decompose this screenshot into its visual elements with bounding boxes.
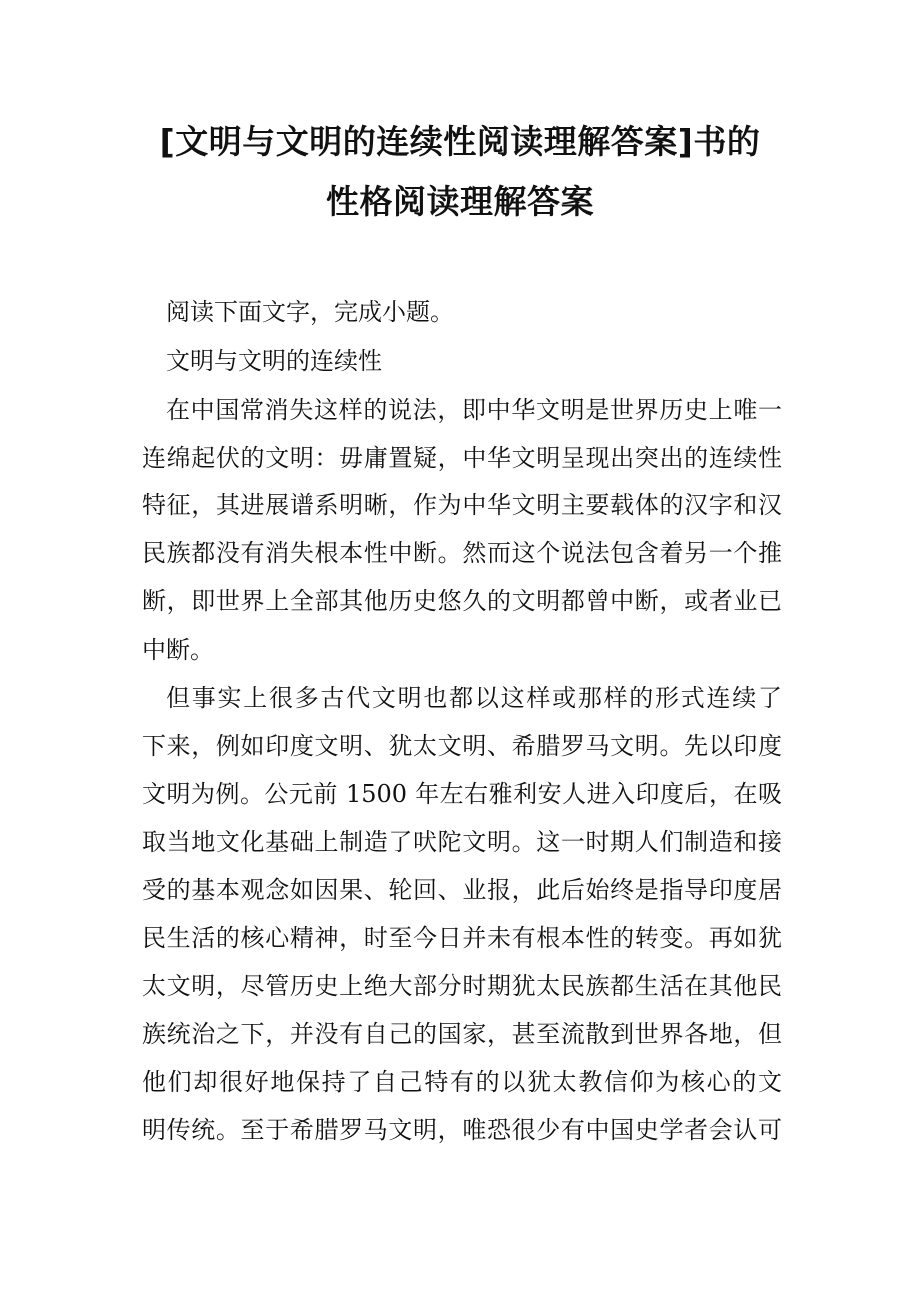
paragraph-2-line: 族统治之下，并没有自己的国家，甚至流散到世界各地，但	[142, 1020, 782, 1048]
document-title-line-2: 性格阅读理解答案	[326, 182, 594, 221]
paragraph-2-line: 但事实上很多古代文明也都以这样或那样的形式连续了	[166, 684, 782, 712]
passage-subtitle: 文明与文明的连续性	[166, 347, 382, 375]
paragraph-2-line: 文明为例。公元前 1500 年左右雅利安人进入印度后，在吸	[142, 780, 782, 808]
paragraph-2-line: 他们却很好地保持了自己特有的以犹太教信仰为核心的文	[142, 1068, 782, 1096]
paragraph-2-line: 民生活的核心精神，时至今日并未有根本性的转变。再如犹	[142, 924, 782, 952]
paragraph-2-line: 取当地文化基础上制造了吠陀文明。这一时期人们制造和接	[142, 828, 782, 856]
document-title-line-1: [文明与文明的连续性阅读理解答案]书的	[159, 122, 761, 161]
intro-instruction: 阅读下面文字，完成小题。	[166, 298, 454, 326]
paragraph-1-line: 中断。	[142, 636, 214, 664]
paragraph-1-line: 断，即世界上全部其他历史悠久的文明都曾中断，或者业已	[142, 587, 782, 615]
paragraph-1-line: 特征，其进展谱系明晰，作为中华文明主要载体的汉字和汉	[142, 491, 782, 519]
paragraph-2-line: 太文明，尽管历史上绝大部分时期犹太民族都生活在其他民	[142, 972, 782, 1000]
paragraph-2-line: 下来，例如印度文明、犹太文明、希腊罗马文明。先以印度	[142, 732, 782, 760]
paragraph-2-line: 受的基本观念如因果、轮回、业报，此后始终是指导印度居	[142, 876, 782, 904]
paragraph-2-line: 明传统。至于希腊罗马文明，唯恐很少有中国史学者会认可	[142, 1116, 782, 1144]
paragraph-1-line: 连绵起伏的文明：毋庸置疑，中华文明呈现出突出的连续性	[142, 444, 782, 472]
paragraph-1-line: 民族都没有消失根本性中断。然而这个说法包含着另一个推	[142, 539, 782, 567]
paragraph-1-line: 在中国常消失这样的说法，即中华文明是世界历史上唯一	[166, 396, 782, 424]
